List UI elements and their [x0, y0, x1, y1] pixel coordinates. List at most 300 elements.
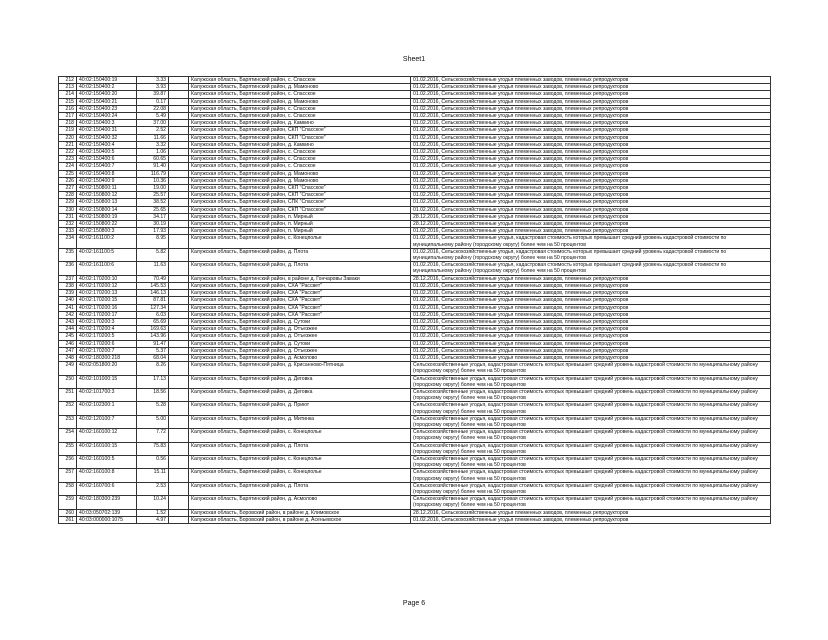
row-number-cell: 248	[59, 354, 77, 361]
description-cell: Сельскохозяйственные угодья, кадастровая стоимость которых превышает средний уровень кадастровой стоимости по муниципальному району (городскому округу) более чем на 50 процентов	[411, 388, 771, 401]
empty-cell	[169, 105, 189, 112]
description-cell: 28.12.2016, Сельскохозяйственные угодья племенных заводов, племенных репродукторов	[411, 509, 771, 516]
description-cell: 28.12.2016, Сельскохозяйственные угодья племенных заводов, племенных репродукторов	[411, 213, 771, 220]
empty-cell	[169, 375, 189, 388]
table-row	[59, 113, 771, 120]
empty-cell	[169, 134, 189, 141]
table-row	[59, 347, 771, 354]
address-cell: Калужская область, Барятинский район, д. Деговка	[189, 388, 411, 401]
cadastral-number-cell: 40:02:150400:23	[77, 105, 137, 112]
empty-cell	[169, 402, 189, 415]
address-cell: Калужская область, Барятинский район, д. Плота	[189, 442, 411, 455]
row-number-cell: 225	[59, 170, 77, 177]
table-row	[59, 318, 771, 325]
table-row	[59, 156, 771, 163]
empty-cell	[169, 429, 189, 442]
description-cell: 01.02.2016, Сельскохозяйственные угодья племенных заводов, племенных репродукторов	[411, 228, 771, 235]
address-cell: Калужская область, Барятинский район, СКП "Спасское"	[189, 127, 411, 134]
description-cell: 01.02.2016, Сельскохозяйственные угодья племенных заводов, племенных репродукторов	[411, 149, 771, 156]
table-row	[59, 120, 771, 127]
address-cell: Калужская область, Барятинский район, СХА "Рассвет"	[189, 304, 411, 311]
address-cell: Калужская область, Барятинский район, СХА "Рассвет"	[189, 290, 411, 297]
empty-cell	[169, 127, 189, 134]
cadastral-number-cell: 40:02:102300:1	[77, 402, 137, 415]
cadastral-number-cell: 40:02:160100:12	[77, 429, 137, 442]
description-cell: Сельскохозяйственные угодья, кадастровая стоимость которых превышает средний уровень кадастровой стоимости по муниципальному району (городскому округу) более чем на 50 процентов	[411, 362, 771, 375]
description-cell: 01.02.2016, Сельскохозяйственные угодья племенных заводов, племенных репродукторов	[411, 84, 771, 91]
description-cell: 01.02.2016, Сельскохозяйственные угодья племенных заводов, племенных репродукторов	[411, 516, 771, 523]
cadastral-number-cell: 40:02:051800:20	[77, 362, 137, 375]
area-cell: 5.82	[137, 248, 169, 261]
cadastral-number-cell: 40:02:120100:7	[77, 415, 137, 428]
table-row	[59, 275, 771, 282]
table-row	[59, 192, 771, 199]
table-row	[59, 235, 771, 248]
description-cell: 01.02.2016, Сельскохозяйственные угодья, кадастровая стоимость которых превышает средний уровень кадастровой стоимости по муниципальному району (городскому округу) более чем на 50 процентов	[411, 235, 771, 248]
empty-cell	[169, 333, 189, 340]
address-cell: Калужская область, Барятинский район, п. Мирный	[189, 221, 411, 228]
cadastral-number-cell: 40:02:150400:7	[77, 163, 137, 170]
empty-cell	[169, 469, 189, 482]
row-number-cell: 216	[59, 105, 77, 112]
empty-cell	[169, 304, 189, 311]
description-cell: 01.02.2016, Сельскохозяйственные угодья, кадастровая стоимость которых превышает средний уровень кадастровой стоимости по муниципальному району (городскому округу) более чем на 50 процентов	[411, 262, 771, 275]
address-cell: Калужская область, Барятинский район, д. Крисанново-Пятница	[189, 362, 411, 375]
empty-cell	[169, 297, 189, 304]
row-number-cell: 253	[59, 415, 77, 428]
area-cell: 1.52	[137, 509, 169, 516]
description-cell: 28.12.2016, Сельскохозяйственные угодья племенных заводов, племенных репродукторов	[411, 275, 771, 282]
row-number-cell: 238	[59, 282, 77, 289]
description-cell: 01.02.2016, Сельскохозяйственные угодья племенных заводов, племенных репродукторов	[411, 282, 771, 289]
row-number-cell: 245	[59, 333, 77, 340]
empty-cell	[169, 192, 189, 199]
table-row	[59, 482, 771, 495]
address-cell: Калужская область, Барятинский район, СХА "Рассвет"	[189, 311, 411, 318]
description-cell: 01.02.2016, Сельскохозяйственные угодья племенных заводов, племенных репродукторов	[411, 141, 771, 148]
empty-cell	[169, 248, 189, 261]
address-cell: Калужская область, Барятинский район, д. Отъезжее	[189, 347, 411, 354]
empty-cell	[169, 415, 189, 428]
area-cell: 1.06	[137, 149, 169, 156]
empty-cell	[169, 185, 189, 192]
table-row	[59, 340, 771, 347]
table-row	[59, 402, 771, 415]
table-row	[59, 509, 771, 516]
cadastral-number-cell: 40:02:161100:5	[77, 248, 137, 261]
area-cell: 2.52	[137, 127, 169, 134]
cadastral-number-cell: 40:02:150800:22	[77, 221, 137, 228]
table-row	[59, 282, 771, 289]
row-number-cell: 255	[59, 442, 77, 455]
row-number-cell: 239	[59, 290, 77, 297]
address-cell: Калужская область, Барятинский район, с. Спасское	[189, 163, 411, 170]
cadastral-number-cell: 40:03:050702:139	[77, 509, 137, 516]
table-row	[59, 105, 771, 112]
description-cell: 01.02.2016, Сельскохозяйственные угодья племенных заводов, племенных репродукторов	[411, 163, 771, 170]
area-cell: 17.13	[137, 375, 169, 388]
empty-cell	[169, 455, 189, 468]
area-cell: 143.96	[137, 333, 169, 340]
row-number-cell: 233	[59, 228, 77, 235]
address-cell: Калужская область, Барятинский район, д. Мамоново	[189, 84, 411, 91]
description-cell: 01.02.2016, Сельскохозяйственные угодья племенных заводов, племенных репродукторов	[411, 134, 771, 141]
area-cell: 10.36	[137, 177, 169, 184]
area-cell: 5.00	[137, 415, 169, 428]
area-cell: 11.63	[137, 262, 169, 275]
area-cell: 2.53	[137, 482, 169, 495]
table-row	[59, 415, 771, 428]
area-cell: 10.24	[137, 496, 169, 509]
row-number-cell: 217	[59, 113, 77, 120]
cadastral-number-cell: 40:02:170200:16	[77, 304, 137, 311]
description-cell: 01.02.2016, Сельскохозяйственные угодья племенных заводов, племенных репродукторов	[411, 290, 771, 297]
table-row	[59, 455, 771, 468]
row-number-cell: 249	[59, 362, 77, 375]
empty-cell	[169, 282, 189, 289]
table-row	[59, 185, 771, 192]
address-cell: Калужская область, Барятинский район, д. Отъезжее	[189, 333, 411, 340]
description-cell: 01.02.2016, Сельскохозяйственные угодья племенных заводов, племенных репродукторов	[411, 318, 771, 325]
empty-cell	[169, 149, 189, 156]
address-cell: Калужская область, Барятинский район, д. Асмолово	[189, 496, 411, 509]
description-cell: 01.02.2016, Сельскохозяйственные угодья племенных заводов, племенных репродукторов	[411, 206, 771, 213]
table-row	[59, 354, 771, 361]
address-cell: Калужская область, Барятинский район, СКП "Спасское"	[189, 206, 411, 213]
description-cell: 01.02.2016, Сельскохозяйственные угодья племенных заводов, племенных репродукторов	[411, 77, 771, 84]
address-cell: Калужская область, Барятинский район, д. Мамоново	[189, 177, 411, 184]
area-cell: 65.69	[137, 318, 169, 325]
address-cell: Калужская область, Барятинский район, д. Сутоки	[189, 340, 411, 347]
empty-cell	[169, 516, 189, 523]
area-cell: 18.56	[137, 388, 169, 401]
cadastral-number-cell: 40:02:150400:24	[77, 113, 137, 120]
area-cell: 116.79	[137, 170, 169, 177]
address-cell: Калужская область, Барятинский район, с. Конецполье	[189, 469, 411, 482]
address-cell: Калужская область, Боровский район, в районе д. Климовское	[189, 509, 411, 516]
cadastral-number-cell: 40:02:150400:4	[77, 141, 137, 148]
empty-cell	[169, 163, 189, 170]
description-cell: Сельскохозяйственные угодья, кадастровая стоимость которых превышает средний уровень кадастровой стоимости по муниципальному району (городскому округу) более чем на 50 процентов	[411, 375, 771, 388]
empty-cell	[169, 290, 189, 297]
cadastral-number-cell: 40:02:150400:6	[77, 156, 137, 163]
cadastral-number-cell: 40:02:150800:11	[77, 185, 137, 192]
table-row	[59, 469, 771, 482]
row-number-cell: 258	[59, 482, 77, 495]
row-number-cell: 227	[59, 185, 77, 192]
address-cell: Калужская область, Барятинский район, СКП "Спасское"	[189, 185, 411, 192]
empty-cell	[169, 388, 189, 401]
area-cell: 145.53	[137, 282, 169, 289]
description-cell: 01.02.2016, Сельскохозяйственные угодья племенных заводов, племенных репродукторов	[411, 98, 771, 105]
cadastral-number-cell: 40:02:170200:15	[77, 297, 137, 304]
table-row	[59, 326, 771, 333]
empty-cell	[169, 275, 189, 282]
cadastral-number-cell: 40:02:170200:12	[77, 282, 137, 289]
cadastral-number-cell: 40:02:101700:3	[77, 388, 137, 401]
area-cell: 5.49	[137, 113, 169, 120]
row-number-cell: 214	[59, 91, 77, 98]
address-cell: Калужская область, Барятинский район, с. Конецполье	[189, 235, 411, 248]
row-number-cell: 221	[59, 141, 77, 148]
empty-cell	[169, 262, 189, 275]
area-cell: 5.37	[137, 347, 169, 354]
description-cell: Сельскохозяйственные угодья, кадастровая стоимость которых превышает средний уровень кадастровой стоимости по муниципальному району (городскому округу) более чем на 50 процентов	[411, 442, 771, 455]
table-row	[59, 206, 771, 213]
cadastral-number-cell: 40:02:150400:31	[77, 127, 137, 134]
table-row	[59, 375, 771, 388]
empty-cell	[169, 91, 189, 98]
empty-cell	[169, 120, 189, 127]
area-cell: 25.57	[137, 192, 169, 199]
empty-cell	[169, 170, 189, 177]
address-cell: Калужская область, Барятинский район, с. Спасское	[189, 105, 411, 112]
description-cell: 01.02.2016, Сельскохозяйственные угодья племенных заводов, племенных репродукторов	[411, 113, 771, 120]
row-number-cell: 247	[59, 347, 77, 354]
address-cell: Калужская область, Барятинский район, с. Спасское	[189, 113, 411, 120]
empty-cell	[169, 98, 189, 105]
address-cell: Калужская область, Барятинский район, д. Отъезжее	[189, 326, 411, 333]
table-row	[59, 221, 771, 228]
cadastral-number-cell: 40:02:160100:5	[77, 455, 137, 468]
description-cell: 01.02.2016, Сельскохозяйственные угодья племенных заводов, племенных репродукторов	[411, 91, 771, 98]
cadastral-number-cell: 40:02:150400:21	[77, 98, 137, 105]
area-cell: 37.00	[137, 120, 169, 127]
area-cell: 39.87	[137, 91, 169, 98]
cadastral-number-cell: 40:02:170200:17	[77, 311, 137, 318]
table-row	[59, 228, 771, 235]
row-number-cell: 213	[59, 84, 77, 91]
cadastral-number-cell: 40:02:150400:20	[77, 91, 137, 98]
cadastral-number-cell: 40:02:150400:8	[77, 170, 137, 177]
empty-cell	[169, 221, 189, 228]
cadastral-number-cell: 40:02:150400:5	[77, 149, 137, 156]
cadastral-number-cell: 40:02:170200:6	[77, 340, 137, 347]
address-cell: Калужская область, Барятинский район, п. Мирный	[189, 228, 411, 235]
area-cell: 19.00	[137, 185, 169, 192]
cadastral-number-cell: 40:02:180300:239	[77, 496, 137, 509]
empty-cell	[169, 177, 189, 184]
row-number-cell: 215	[59, 98, 77, 105]
area-cell: 75.83	[137, 442, 169, 455]
row-number-cell: 228	[59, 192, 77, 199]
description-cell: 01.02.2016, Сельскохозяйственные угодья племенных заводов, племенных репродукторов	[411, 340, 771, 347]
row-number-cell: 259	[59, 496, 77, 509]
empty-cell	[169, 340, 189, 347]
row-number-cell: 252	[59, 402, 77, 415]
description-cell: 01.02.2016, Сельскохозяйственные угодья племенных заводов, племенных репродукторов	[411, 347, 771, 354]
description-cell: 01.02.2016, Сельскохозяйственные угодья племенных заводов, племенных репродукторов	[411, 120, 771, 127]
table-row	[59, 333, 771, 340]
row-number-cell: 236	[59, 262, 77, 275]
area-cell: 169.63	[137, 326, 169, 333]
cadastral-number-cell: 40:03:000000:1075	[77, 516, 137, 523]
address-cell: Калужская область, Барятинский район, д. Плота	[189, 262, 411, 275]
row-number-cell: 241	[59, 304, 77, 311]
cadastral-number-cell: 40:02:170200:13	[77, 290, 137, 297]
address-cell: Калужская область, Барятинский район, с. Спасское	[189, 77, 411, 84]
description-cell: Сельскохозяйственные угодья, кадастровая стоимость которых превышает средний уровень кадастровой стоимости по муниципальному району (городскому округу) более чем на 50 процентов	[411, 429, 771, 442]
cadastral-number-cell: 40:02:150400:32	[77, 134, 137, 141]
cadastral-number-cell: 40:02:150400:9	[77, 177, 137, 184]
table-row	[59, 127, 771, 134]
row-number-cell: 251	[59, 388, 77, 401]
table-row	[59, 91, 771, 98]
area-cell: 5.28	[137, 402, 169, 415]
description-cell: 01.02.2016, Сельскохозяйственные угодья племенных заводов, племенных репродукторов	[411, 127, 771, 134]
row-number-cell: 229	[59, 199, 77, 206]
cadastral-number-cell: 40:02:160100:8	[77, 469, 137, 482]
empty-cell	[169, 77, 189, 84]
empty-cell	[169, 199, 189, 206]
cadastral-number-cell: 40:02:170200:5	[77, 333, 137, 340]
area-cell: 87.81	[137, 297, 169, 304]
cadastral-number-cell: 40:02:101000:15	[77, 375, 137, 388]
table-row	[59, 149, 771, 156]
cadastral-number-cell: 40:02:170200:3	[77, 318, 137, 325]
table-row	[59, 516, 771, 523]
address-cell: Калужская область, Барятинский район, п. Мирный	[189, 213, 411, 220]
area-cell: 34.17	[137, 213, 169, 220]
cadastral-number-cell: 40:02:150400:19	[77, 77, 137, 84]
row-number-cell: 219	[59, 127, 77, 134]
area-cell: 4.97	[137, 516, 169, 523]
cadastral-number-cell: 40:02:150800:19	[77, 213, 137, 220]
address-cell: Калужская область, Барятинский район, д. Камкино	[189, 141, 411, 148]
cadastral-number-cell: 40:02:150800:14	[77, 206, 137, 213]
page-number: Page 6	[402, 600, 426, 607]
address-cell: Калужская область, Барятинский район, д. Мамоново	[189, 98, 411, 105]
area-cell: 0.17	[137, 98, 169, 105]
empty-cell	[169, 311, 189, 318]
address-cell: Калужская область, Барятинский район, д. Асмолово	[189, 354, 411, 361]
area-cell: 91.47	[137, 340, 169, 347]
empty-cell	[169, 206, 189, 213]
address-cell: Калужская область, Барятинский район, СКП "Спасское"	[189, 134, 411, 141]
table-row	[59, 141, 771, 148]
table-row	[59, 177, 771, 184]
table-body	[59, 77, 771, 524]
address-cell: Калужская область, Барятинский район, д. Камкино	[189, 120, 411, 127]
address-cell: Калужская область, Барятинский район, СКП "Спасское"	[189, 192, 411, 199]
empty-cell	[169, 347, 189, 354]
description-cell: Сельскохозяйственные угодья, кадастровая стоимость которых превышает средний уровень кадастровой стоимости по муниципальному району (городскому округу) более чем на 50 процентов	[411, 402, 771, 415]
area-cell: 30.19	[137, 221, 169, 228]
address-cell: Калужская область, Барятинский район, с. Конецполье	[189, 429, 411, 442]
cadastral-number-cell: 40:02:160700:6	[77, 482, 137, 495]
address-cell: Калужская область, Барятинский район, с. Конецполье	[189, 455, 411, 468]
row-number-cell: 224	[59, 163, 77, 170]
area-cell: 7.72	[137, 429, 169, 442]
table-row	[59, 77, 771, 84]
area-cell: 0.56	[137, 455, 169, 468]
table-row	[59, 429, 771, 442]
cadastral-number-cell: 40:02:161100:2	[77, 235, 137, 248]
address-cell: Калужская область, Барятинский район, СХА "Рассвет"	[189, 282, 411, 289]
row-number-cell: 218	[59, 120, 77, 127]
cadastral-number-cell: 40:02:150400:3	[77, 120, 137, 127]
area-cell: 3.33	[137, 77, 169, 84]
empty-cell	[169, 84, 189, 91]
table-row	[59, 311, 771, 318]
description-cell: Сельскохозяйственные угодья, кадастровая стоимость которых превышает средний уровень кадастровой стоимости по муниципальному району (городскому округу) более чем на 50 процентов	[411, 455, 771, 468]
row-number-cell: 222	[59, 149, 77, 156]
table-row	[59, 248, 771, 261]
area-cell: 6.03	[137, 311, 169, 318]
row-number-cell: 256	[59, 455, 77, 468]
cadastral-number-cell: 40:02:160100:15	[77, 442, 137, 455]
empty-cell	[169, 362, 189, 375]
description-cell: 01.02.2016, Сельскохозяйственные угодья племенных заводов, племенных репродукторов	[411, 105, 771, 112]
cadastral-number-cell: 40:02:170200:7	[77, 347, 137, 354]
description-cell: 01.02.2016, Сельскохозяйственные угодья, кадастровая стоимость которых превышает средний уровень кадастровой стоимости по муниципальному району (городскому округу) более чем на 50 процентов	[411, 248, 771, 261]
row-number-cell: 250	[59, 375, 77, 388]
area-cell: 38.52	[137, 199, 169, 206]
sheet-title: Sheet1	[402, 56, 426, 63]
cadastral-number-cell: 40:02:150400:2	[77, 84, 137, 91]
empty-cell	[169, 156, 189, 163]
description-cell: Сельскохозяйственные угодья, кадастровая стоимость которых превышает средний уровень кадастровой стоимости по муниципальному району (городскому округу) более чем на 50 процентов	[411, 496, 771, 509]
table-row	[59, 134, 771, 141]
row-number-cell: 232	[59, 221, 77, 228]
description-cell: 01.02.2016, Сельскохозяйственные угодья племенных заводов, племенных репродукторов	[411, 170, 771, 177]
address-cell: Калужская область, Барятинский район, д. Сутоки	[189, 318, 411, 325]
cadastral-number-cell: 40:02:150800:12	[77, 192, 137, 199]
table-row	[59, 98, 771, 105]
row-number-cell: 260	[59, 509, 77, 516]
row-number-cell: 235	[59, 248, 77, 261]
row-number-cell: 231	[59, 213, 77, 220]
table-row	[59, 388, 771, 401]
description-cell: 01.02.2016, Сельскохозяйственные угодья племенных заводов, племенных репродукторов	[411, 297, 771, 304]
address-cell: Калужская область, Барятинский район, д. Приют	[189, 402, 411, 415]
row-number-cell: 230	[59, 206, 77, 213]
address-cell: Калужская область, Боровский район, в районе д. Асеньевское	[189, 516, 411, 523]
row-number-cell: 220	[59, 134, 77, 141]
description-cell: 01.02.2016, Сельскохозяйственные угодья племенных заводов, племенных репродукторов	[411, 311, 771, 318]
empty-cell	[169, 509, 189, 516]
address-cell: Калужская область, Барятинский район, с. Спасское	[189, 149, 411, 156]
table-row	[59, 84, 771, 91]
table-row	[59, 290, 771, 297]
area-cell: 8.95	[137, 235, 169, 248]
table-row	[59, 262, 771, 275]
area-cell: 15.11	[137, 469, 169, 482]
address-cell: Калужская область, Барятинский район, д. Деговка	[189, 375, 411, 388]
area-cell: 3.32	[137, 141, 169, 148]
empty-cell	[169, 228, 189, 235]
description-cell: 01.02.2016, Сельскохозяйственные угодья племенных заводов, племенных репродукторов	[411, 177, 771, 184]
address-cell: Калужская область, Барятинский район, д. Мамоново	[189, 170, 411, 177]
row-number-cell: 212	[59, 77, 77, 84]
row-number-cell: 242	[59, 311, 77, 318]
area-cell: 22.08	[137, 105, 169, 112]
row-number-cell: 223	[59, 156, 77, 163]
area-cell: 146.13	[137, 290, 169, 297]
cadastral-number-cell: 40:02:180300:218	[77, 354, 137, 361]
area-cell: 91.40	[137, 163, 169, 170]
empty-cell	[169, 442, 189, 455]
description-cell: 01.02.2016, Сельскохозяйственные угодья племенных заводов, племенных репродукторов	[411, 156, 771, 163]
row-number-cell: 237	[59, 275, 77, 282]
description-cell: Сельскохозяйственные угодья, кадастровая стоимость которых превышает средний уровень кадастровой стоимости по муниципальному району (городскому округу) более чем на 50 процентов	[411, 415, 771, 428]
cadastral-number-cell: 40:02:150800:13	[77, 199, 137, 206]
table-row	[59, 362, 771, 375]
description-cell: 01.02.2016, Сельскохозяйственные угодья племенных заводов, племенных репродукторов	[411, 354, 771, 361]
table-row	[59, 199, 771, 206]
empty-cell	[169, 113, 189, 120]
empty-cell	[169, 235, 189, 248]
